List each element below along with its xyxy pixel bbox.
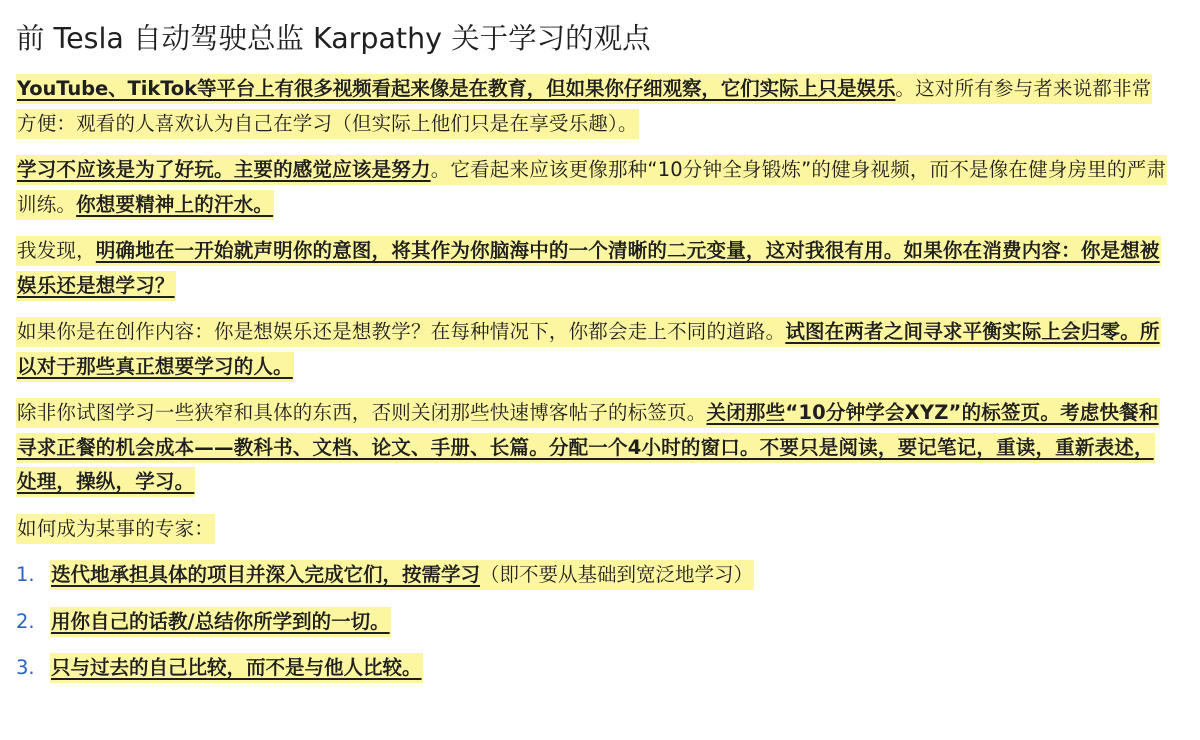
list-item	[16, 605, 1170, 640]
paragraph-6	[16, 512, 1168, 547]
highlight	[16, 514, 215, 544]
paragraph-1	[16, 72, 1168, 141]
list-number: 1.	[16, 563, 35, 586]
bold-text: 你想要精神上的汗水。	[76, 192, 274, 216]
plain-text: 如果你是在创作内容：你是想娱乐还是想教学？在每种情况下，你都会走上不同的道路。	[17, 320, 786, 343]
highlight	[16, 398, 1160, 497]
bold-text: 明确地在一开始就声明你的意图，将其作为你脑海中的一个清晰的二元变量，这对我很有用。如果你在消费内容：你是想被娱乐还是想学习？	[17, 239, 1160, 297]
plain-text: 如何成为某事的专家：	[17, 516, 215, 540]
paragraph-3	[16, 234, 1168, 303]
bold-text: 只与过去的自己比较，而不是与他人比较。	[51, 656, 422, 679]
bold-text: 学习不应该是为了好玩。主要的感觉应该是努力	[17, 158, 431, 181]
list-item	[16, 558, 1170, 593]
paragraph-4	[16, 315, 1168, 384]
article-title: 前 Tesla 自动驾驶总监 Karpathy 关于学习的观点	[16, 22, 651, 55]
list-number: 2.	[16, 609, 35, 633]
plain-text: 。它看起来应该更像那种“10分钟全身锻炼”的健身视频，而不是像在健身房里的严肃训练。	[17, 158, 1167, 216]
bold-text: 关闭那些“10分钟学会XYZ”的标签页。考虑快餐和寻求正餐的机会成本——教科书、文档、论文、手册、长篇。分配一个4小时的窗口。不要只是阅读，要记笔记，重读，重新表述，处理，操纵，学习。	[17, 401, 1159, 493]
highlight	[50, 653, 423, 683]
bold-text: 用你自己的话教/总结你所学到的一切。	[51, 609, 390, 633]
bold-text: 试图在两者之间寻求平衡实际上会归零。所以对于那些真正想要学习的人。	[17, 320, 1160, 378]
paragraph-2	[16, 153, 1168, 222]
bold-text: YouTube、TikTok等平台上有很多视频看起来像是在教育，但如果你仔细观察，它们实际上只是娱乐	[17, 77, 896, 100]
highlight	[16, 317, 1161, 382]
highlight	[16, 74, 1152, 139]
paragraph-5	[16, 396, 1168, 500]
expert-steps-list	[16, 558, 1200, 686]
plain-text: 我发现，	[17, 239, 96, 262]
highlight	[16, 236, 1161, 301]
highlight	[50, 607, 391, 637]
plain-text: （即不要从基础到宽泛地学习）	[480, 563, 754, 586]
list-number: 3.	[16, 656, 35, 679]
plain-text: 。这对所有参与者来说都非常方便：观看的人喜欢认为自己在学习（但实际上他们只是在享受乐趣）。	[17, 77, 1152, 135]
bold-text: 迭代地承担具体的项目并深入完成它们，按需学习	[51, 563, 481, 586]
highlight	[50, 560, 754, 590]
list-item	[16, 651, 1170, 686]
plain-text: 除非你试图学习一些狭窄和具体的东西，否则关闭那些快速博客帖子的标签页。	[17, 401, 707, 424]
highlight	[16, 155, 1167, 220]
